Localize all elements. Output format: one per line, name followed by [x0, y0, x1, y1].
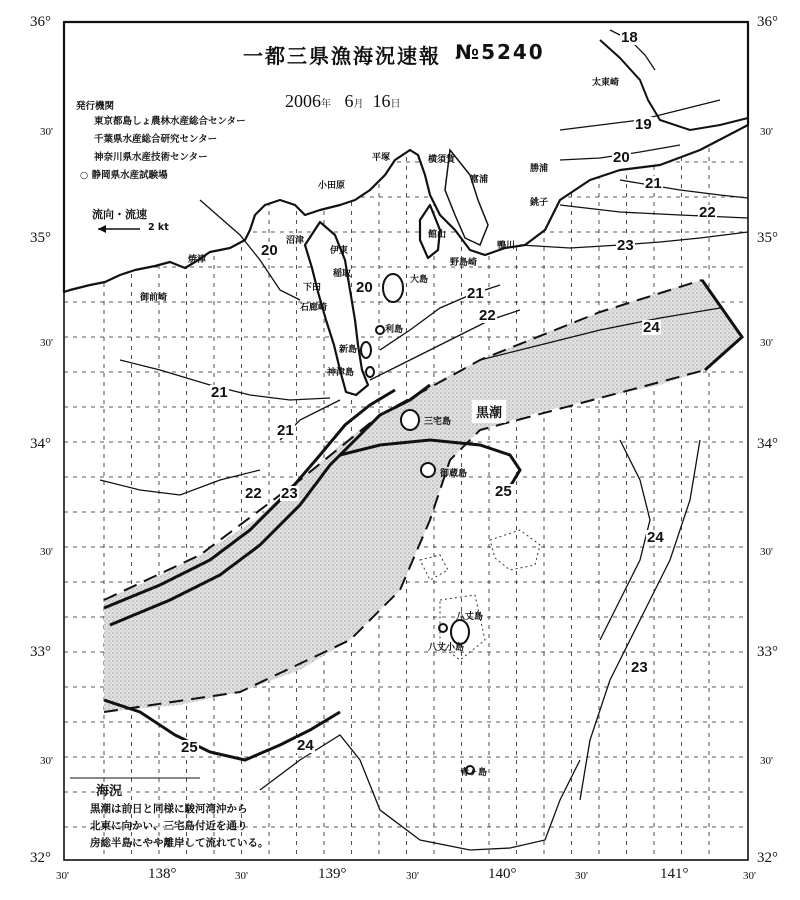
place-label: 神津島: [327, 368, 355, 378]
contour-label: 21: [645, 175, 662, 192]
contour-label: 24: [647, 529, 664, 546]
place-label: 新島: [339, 345, 358, 355]
contour-label: 23: [631, 659, 648, 676]
lon-label: 139°: [318, 866, 347, 882]
conditions-line: 北東に向かい、三宅島付近を通り: [90, 820, 248, 832]
chart-title: 一都三県漁海況速報: [243, 44, 441, 68]
contour-label: 22: [479, 307, 496, 324]
date-day-unit: 日: [390, 99, 401, 110]
place-label: 大島: [410, 275, 429, 285]
place-label: 平塚: [372, 153, 391, 163]
contour-label: 25: [181, 739, 198, 756]
contour-label: 24: [643, 319, 660, 336]
toshima-island: [376, 326, 384, 334]
lon-label: 141°: [660, 866, 689, 882]
place-label: 御前崎: [140, 293, 168, 303]
lon-label: 30': [56, 870, 69, 882]
place-label: 三宅島: [424, 417, 452, 427]
lat-label-right: 35°: [757, 230, 778, 246]
place-label: 勝浦: [530, 164, 549, 174]
place-label: 御蔵島: [440, 469, 468, 479]
place-label: 伊東: [330, 246, 349, 256]
lat-label-right: 30': [760, 126, 773, 138]
place-label: 小田原: [318, 181, 346, 191]
niijima-island: [361, 342, 371, 358]
place-label: 沼津: [286, 236, 305, 246]
date-day: 16: [372, 91, 391, 111]
current-legend-label: 流向・流速: [92, 208, 147, 221]
contour-label: 23: [617, 237, 634, 254]
lat-label-right: 30': [760, 546, 773, 558]
contour-label: 21: [467, 285, 484, 302]
contour-label: 22: [245, 485, 262, 502]
issuer-item: 千葉県水産総合研究センター: [94, 134, 218, 145]
lon-label: 30': [235, 870, 248, 882]
lat-label-left: 33°: [30, 644, 51, 660]
place-label: 鴨川: [497, 241, 516, 251]
place-label: 利島: [385, 325, 404, 335]
contour-label: 19: [635, 116, 652, 133]
lat-label-left: 30': [40, 755, 53, 767]
issuer-item: ○ 静岡県水産試験場: [80, 170, 168, 181]
date-year-unit: 年: [321, 99, 331, 110]
lat-label-right: 33°: [757, 644, 778, 660]
lat-label-left: 30': [40, 126, 53, 138]
date-month: 6: [344, 91, 354, 111]
lon-label: 30': [743, 870, 756, 882]
conditions-line: 房総半島にやや離岸して流れている。: [90, 837, 269, 849]
place-label: 下田: [303, 283, 322, 293]
place-label: 八丈小島: [428, 643, 465, 653]
issuer-item: 東京都島しょ農林水産総合センター: [94, 116, 246, 127]
place-label: 野島崎: [450, 258, 478, 268]
lat-label-left: 35°: [30, 230, 51, 246]
place-label: 青ヶ島: [460, 768, 488, 778]
contour-label: 18: [621, 29, 638, 46]
contour-label: 24: [297, 737, 314, 754]
issue-date: [285, 91, 401, 112]
place-label: 銚子: [530, 198, 549, 208]
issuers-heading: 発行機関: [76, 101, 115, 112]
contour-label: 22: [699, 204, 716, 221]
date-month-unit: 月: [353, 99, 364, 110]
place-label: 八丈島: [456, 612, 484, 622]
conditions-heading: 海況: [96, 784, 123, 799]
place-label: 石廊崎: [300, 303, 328, 313]
lat-label-right: 34°: [757, 436, 778, 452]
kuroshio-label: 黒潮: [472, 400, 506, 423]
conditions-line: 黒潮は前日と同様に駿河湾沖から: [90, 803, 248, 815]
contour-label: 23: [281, 485, 298, 502]
lon-label: 140°: [488, 866, 517, 882]
place-label: 稲取: [333, 269, 352, 279]
lat-label-left: 36°: [30, 14, 51, 30]
date-year: 2006: [285, 91, 321, 111]
lat-label-left: 30': [40, 546, 53, 558]
miyakejima-island: [401, 410, 419, 430]
place-label: 横須賀: [428, 155, 456, 165]
lat-label-right: 30': [760, 337, 773, 349]
lat-label-right: 36°: [757, 14, 778, 30]
place-label: 館山: [428, 230, 447, 240]
lon-label: 138°: [148, 866, 177, 882]
current-legend-speed: 2 kt: [148, 222, 169, 233]
issue-number: №5240: [455, 40, 545, 64]
kozushima-island: [366, 367, 374, 377]
place-label: 富浦: [470, 175, 489, 185]
oshima-island: [383, 274, 403, 302]
contour-label: 20: [356, 279, 373, 296]
contour-label: 20: [261, 242, 278, 259]
lon-label: 30': [575, 870, 588, 882]
lat-label-left: 32°: [30, 850, 51, 866]
lat-label-right: 30': [760, 755, 773, 767]
mikurajima-island: [421, 463, 435, 477]
issuer-item: 神奈川県水産技術センター: [94, 152, 208, 163]
lat-label-right: 32°: [757, 850, 778, 866]
place-label: 焼津: [188, 255, 207, 265]
lat-label-left: 30': [40, 337, 53, 349]
contour-label: 21: [277, 422, 294, 439]
contour-label: 25: [495, 483, 512, 500]
contour-label: 21: [211, 384, 228, 401]
place-label: 太東崎: [592, 78, 620, 88]
lat-label-left: 34°: [30, 436, 51, 452]
contour-label: 20: [613, 149, 630, 166]
lon-label: 30': [406, 870, 419, 882]
